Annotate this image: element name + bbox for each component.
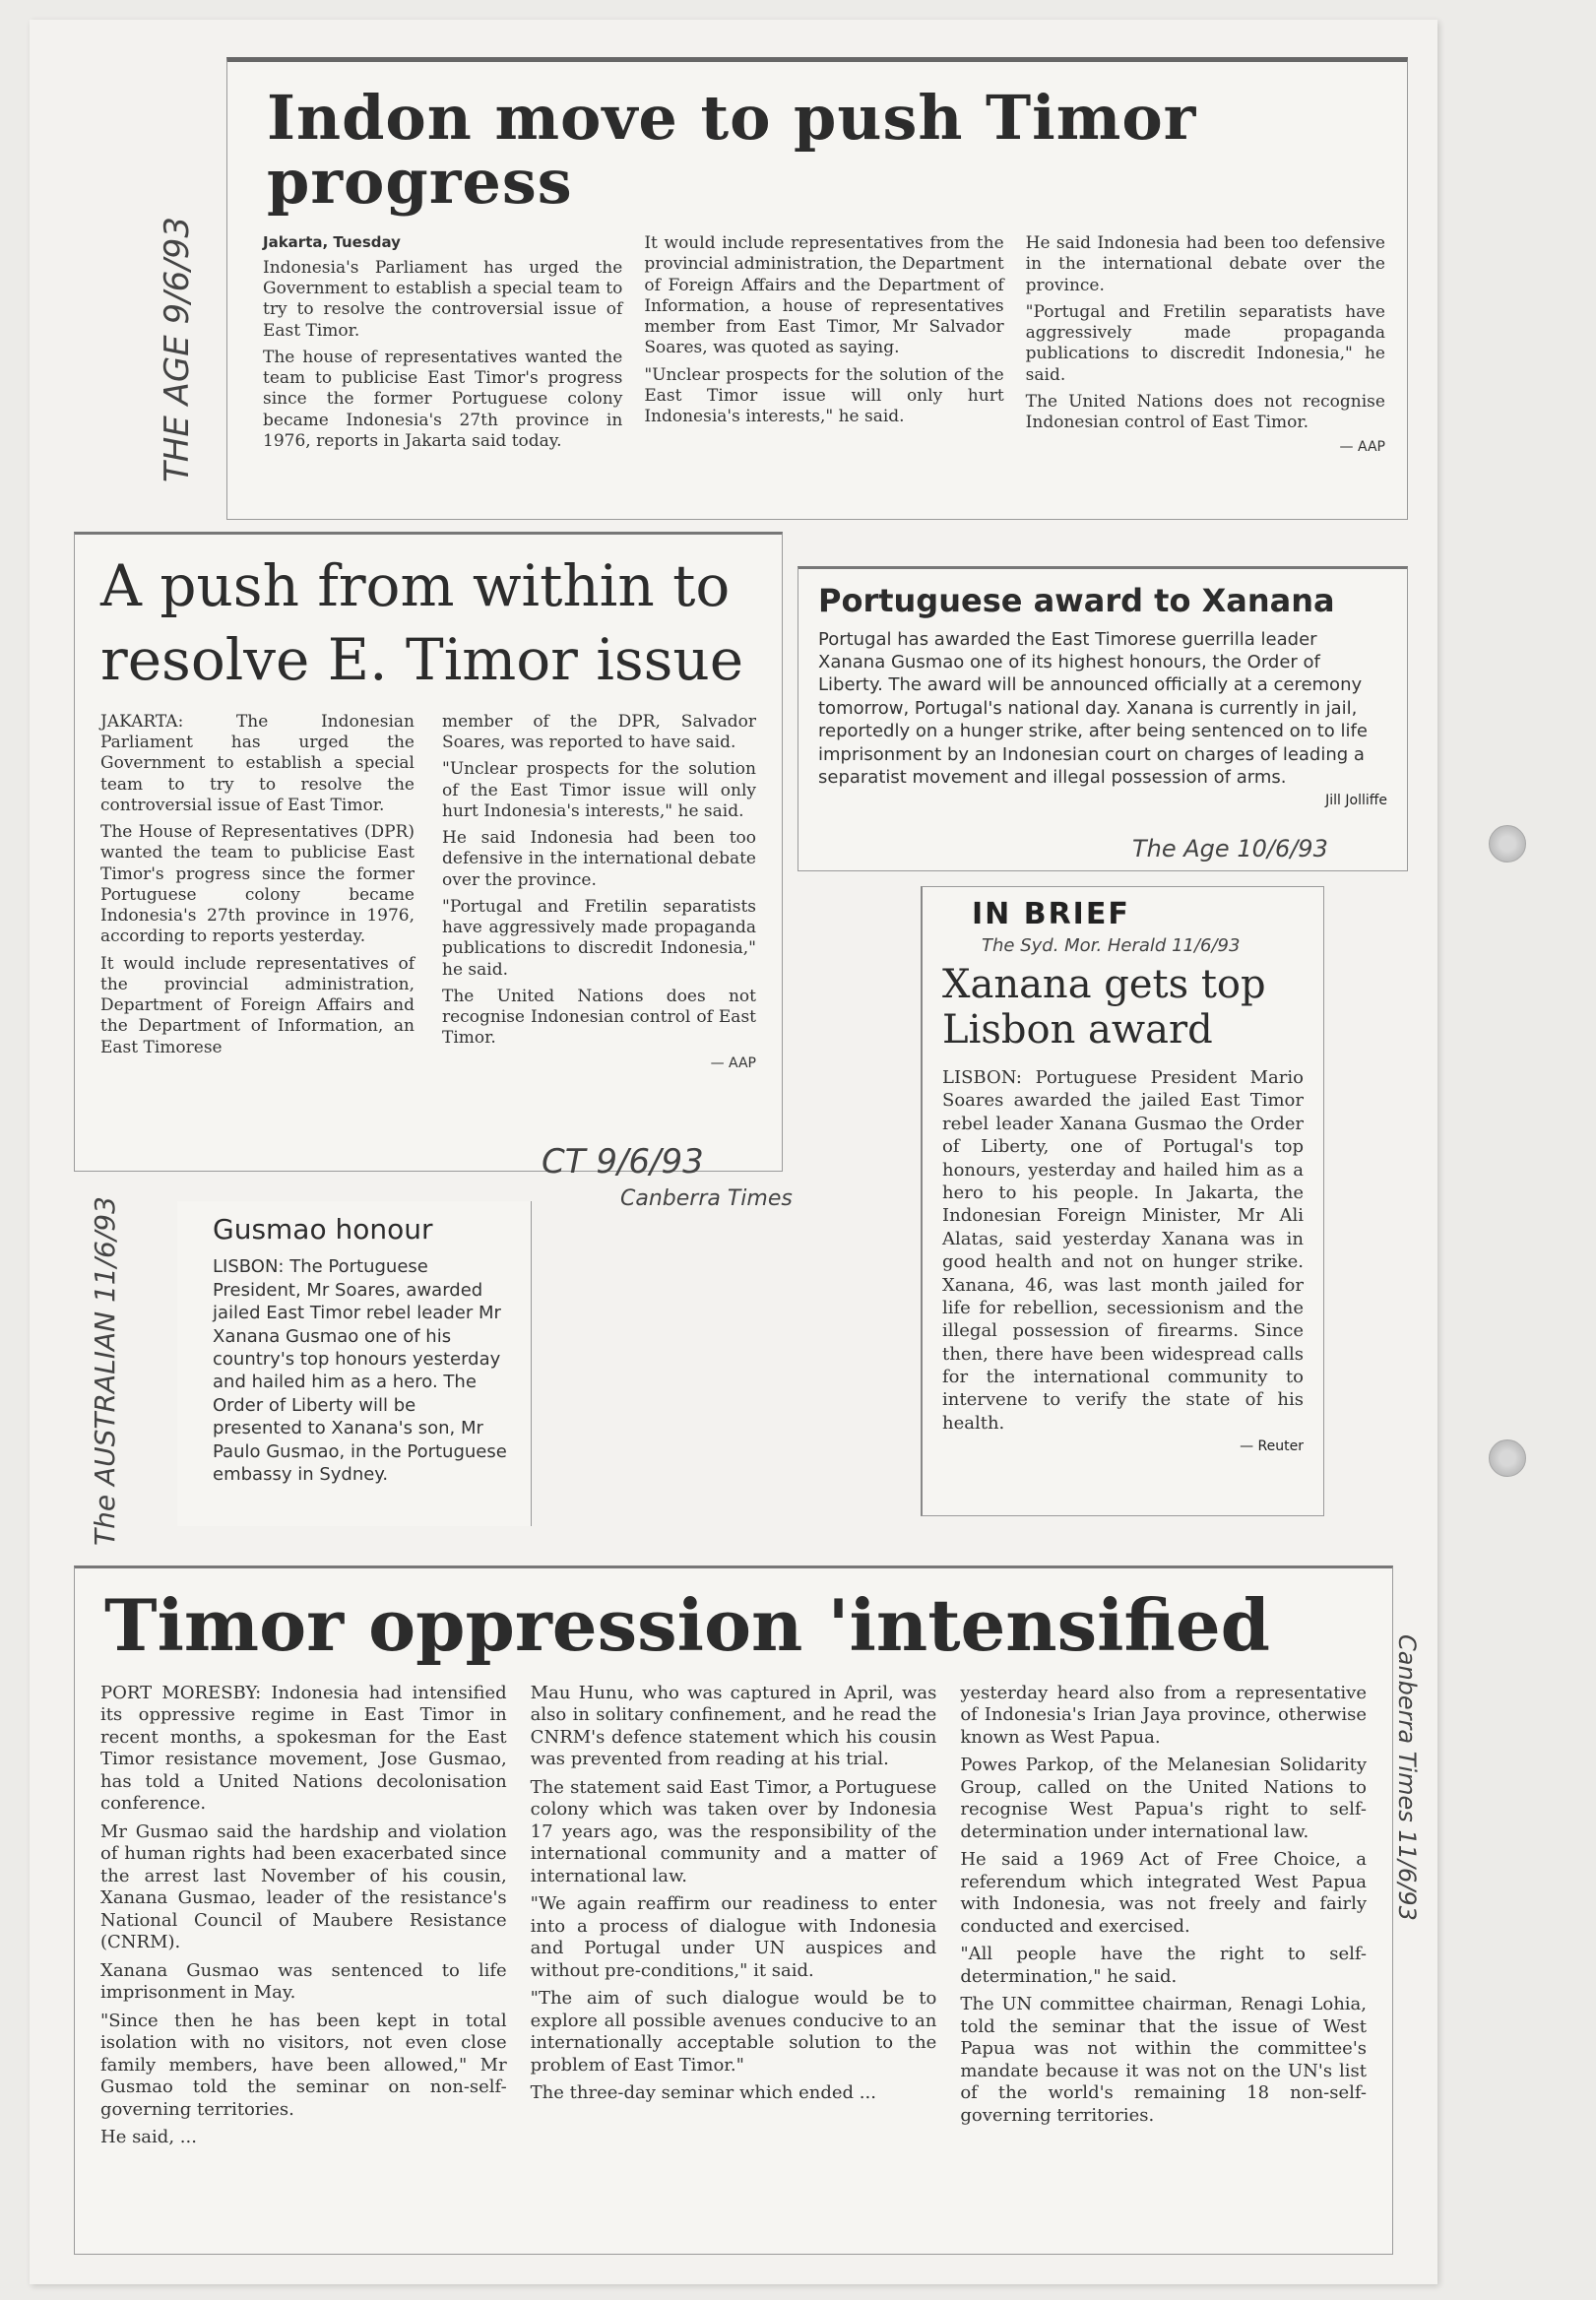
paragraph: "Since then he has been kept in total isolation with no visitors, not even close family members, have been allowed," Mr Gusmao told the seminar on non-self-governing territories. <box>100 2010 507 2120</box>
clip6-column-3 <box>960 1683 1367 2155</box>
paragraph: He said a 1969 Act of Free Choice, a referendum which integrated West Papua with Indonesia, was not freely and fairly conducted and exercised. <box>960 1849 1368 1937</box>
dateline: Jakarta, Tuesday <box>263 233 401 252</box>
clip4-body: LISBON: Portuguese President Mario Soares awarded the jailed East Timor rebel leader Xanana Gusmao the Order of Liberty, one of Portugal's top honours, yesterday and hailed him as a hero to his people. In Jakarta, the Indonesian Foreign Minister, Mr Ali Alatas, said yesterday Xanana was in good health and not on hunger strike. Xanana, 46, was last month jailed for life for rebellion, secessionism and the illegal possession of firearms. Since then, there have been widespread calls for the international community to intervene to verify the state of his health. <box>942 1067 1304 1434</box>
section-in-brief: IN BRIEF <box>972 897 1130 931</box>
paragraph: He said, ... <box>100 2127 197 2148</box>
paragraph: The House of Representatives (DPR) wanted the team to publicise East Timor's progress since the former Portuguese colony became Indonesia's 27th province in 1976, according to reports yesterday. <box>100 822 415 947</box>
clip1-column-3 <box>1026 233 1385 458</box>
headline-xanana-line-1: Xanana gets top <box>942 962 1266 1007</box>
paragraph: He said Indonesia had been too defensive in the international debate over the province. <box>442 828 756 890</box>
headline-indon-move: Indon move to push Timor progress <box>267 82 1197 219</box>
paragraph: JAKARTA: The Indonesian Parliament has urged the Government to establish a special team to try to resolve the controversial issue of East Timor. <box>100 711 415 815</box>
paragraph: "The aim of such dialogue would be to explore all possible avenues conducive to an internationally acceptable solution to the problem of East Timor." <box>530 1988 937 2076</box>
headline-push-line-2: resolve E. Timor issue <box>100 625 744 693</box>
paragraph: PORT MORESBY: Indonesia had intensified its oppressive regime in East Timor in recent months, a spokesman for the East Timor resistance movement, Jose Gusmao, has told a United Nations decolonisation conference. <box>100 1682 507 1815</box>
clip2-column-1 <box>100 712 415 1072</box>
headline-timor-oppression: Timor oppression 'intensified <box>104 1583 1270 1667</box>
handwritten-annotation-canberra-times: Canberra Times <box>620 1186 793 1211</box>
clipping-timor-oppression <box>74 1565 1393 2255</box>
clip6-columns <box>75 1663 1392 2155</box>
paragraph: The statement said East Timor, a Portuguese colony which was taken over by Indonesia 17 years ago, was the responsibility of the international community and a matter of international law. <box>530 1776 937 1886</box>
paragraph: Mau Hunu, who was captured in April, was also in solitary confinement, and he read the CNRM's defence statement which his cousin was prevented from reading at his trial. <box>530 1682 937 1770</box>
paragraph: Indonesia's Parliament has urged the Government to establish a special team to try to resolve the controversial issue of East Timor. <box>263 257 623 341</box>
paragraph: "Unclear prospects for the solution of the East Timor issue will only hurt Indonesia's interests," he said. <box>644 364 1004 427</box>
paragraph: "All people have the right to self-determination," he said. <box>960 1944 1368 1987</box>
paragraph: member of the DPR, Salvador Soares, was reported to have said. <box>442 711 756 753</box>
clipping-portuguese-award <box>798 566 1408 871</box>
paragraph: It would include representatives from the provincial administration, the Department of Foreign Affairs and the Department of Information, a house of representatives member from East Timor, Mr Salvador Soares, was quoted as saying. <box>644 233 1004 358</box>
credit: — Reuter <box>1240 1438 1304 1455</box>
paragraph: The house of representatives wanted the team to publicise East Timor's progress since the former Portuguese colony became Indonesia's 27th province in 1976, reports in Jakarta said today. <box>263 347 623 451</box>
scrapbook-page <box>30 20 1437 2284</box>
paragraph: Xanana Gusmao was sentenced to life imprisonment in May. <box>100 1959 507 2004</box>
handwritten-annotation-the-age: THE AGE 9/6/93 <box>158 217 197 482</box>
byline: Jill Jolliffe <box>1325 793 1387 809</box>
paragraph: "We again reaffirm our readiness to enter into a process of dialogue with Indonesia and Portugal under UN auspices and without pre-conditions," it said. <box>530 1893 937 1981</box>
clipping-gusmao-honour <box>177 1201 532 1526</box>
paragraph: "Portugal and Fretilin separatists have aggressively made propaganda publications to discredit Indonesia," he said. <box>1025 301 1385 385</box>
paragraph: Powes Parkop, of the Melanesian Solidarity Group, called on the United Nations to recognise West Papua's right to self-determination under international law. <box>960 1755 1368 1842</box>
punch-hole-upper <box>1489 825 1526 862</box>
paragraph: Mr Gusmao said the hardship and violation of human rights had been exacerbated since the arrest last November of his cousin, Xanana Gusmao, leader of the resistance's National Council of Maubere Resistance (CNRM). <box>100 1821 507 1953</box>
credit: — AAP <box>710 1054 756 1071</box>
clip5-body: LISBON: The Portuguese President, Mr Soares, awarded jailed East Timor rebel leader Mr Xanana Gusmao one of his country's top honours yesterday and hailed him as a hero. The Order of Liberty will be presented to Xanana's son, Mr Paulo Gusmao, in the Portuguese embassy in Sydney. <box>213 1256 507 1485</box>
paragraph: "Portugal and Fretilin separatists have aggressively made propaganda publications to discredit Indonesia," he said. <box>442 896 756 980</box>
paragraph: The United Nations does not recognise Indonesian control of East Timor. <box>442 986 756 1049</box>
clipping-indon-move <box>226 57 1408 520</box>
paragraph: The United Nations does not recognise Indonesian control of East Timor. <box>1025 391 1385 433</box>
clip2-column-2 <box>442 712 756 1072</box>
punch-hole-lower <box>1489 1439 1526 1477</box>
headline-xanana-line-2: Lisbon award <box>942 1007 1213 1053</box>
clip1-column-1 <box>263 233 622 458</box>
paragraph: "Unclear prospects for the solution of the East Timor issue will only hurt Indonesia's interests," he said. <box>442 759 756 821</box>
headline-portuguese-award: Portuguese award to Xanana <box>818 582 1335 619</box>
paragraph: It would include representatives of the provincial administration, Department of Foreign Affairs and the Department of Information, an East Timorese <box>100 953 415 1057</box>
paragraph: The three-day seminar which ended ... <box>530 2082 876 2104</box>
handwritten-annotation-ct: CT 9/6/93 <box>542 1142 704 1182</box>
paragraph: The UN committee chairman, Renagi Lohia, told the seminar that the issue of West Papua was not within the committee's mandate because it was not on the UN's list of the world's remaining 18 non-self-governing territories. <box>960 1994 1368 2126</box>
clipping-in-brief <box>921 886 1324 1516</box>
headline-gusmao-honour: Gusmao honour <box>213 1213 433 1246</box>
clip6-column-2 <box>531 1683 937 2155</box>
clip3-body: Portugal has awarded the East Timorese guerrilla leader Xanana Gusmao one of its highest honours, the Order of Liberty. The award will be announced officially at a ceremony tomorrow, Portugal's national day. Xanana is currently in jail, reportedly on a hunger strike, after being sentenced on to life imprisonment by an Indonesian court on charges of leading a separatist movement and illegal possession of arms. <box>818 628 1368 788</box>
handwritten-annotation-australian: The AUSTRALIAN 11/6/93 <box>89 1196 121 1546</box>
clip1-column-2 <box>644 233 1003 458</box>
paragraph: yesterday heard also from a representative of Indonesia's Irian Jaya province, otherwise known as West Papua. <box>960 1682 1368 1748</box>
clip2-columns <box>75 690 782 1072</box>
clip1-columns <box>227 214 1407 458</box>
headline-push-line-1: A push from within to <box>100 552 731 619</box>
credit: — AAP <box>1339 439 1385 456</box>
paragraph: He said Indonesia had been too defensive in the international debate over the province. <box>1025 233 1385 295</box>
clip6-column-1 <box>100 1683 507 2155</box>
clipping-push-from-within <box>74 532 783 1172</box>
handwritten-annotation-canberra-times-2: Canberra Times 11/6/93 <box>1393 1634 1421 1921</box>
handwritten-annotation-the-age-2: The Age 10/6/93 <box>1132 835 1328 862</box>
handwritten-annotation-smh: The Syd. Mor. Herald 11/6/93 <box>982 935 1241 956</box>
